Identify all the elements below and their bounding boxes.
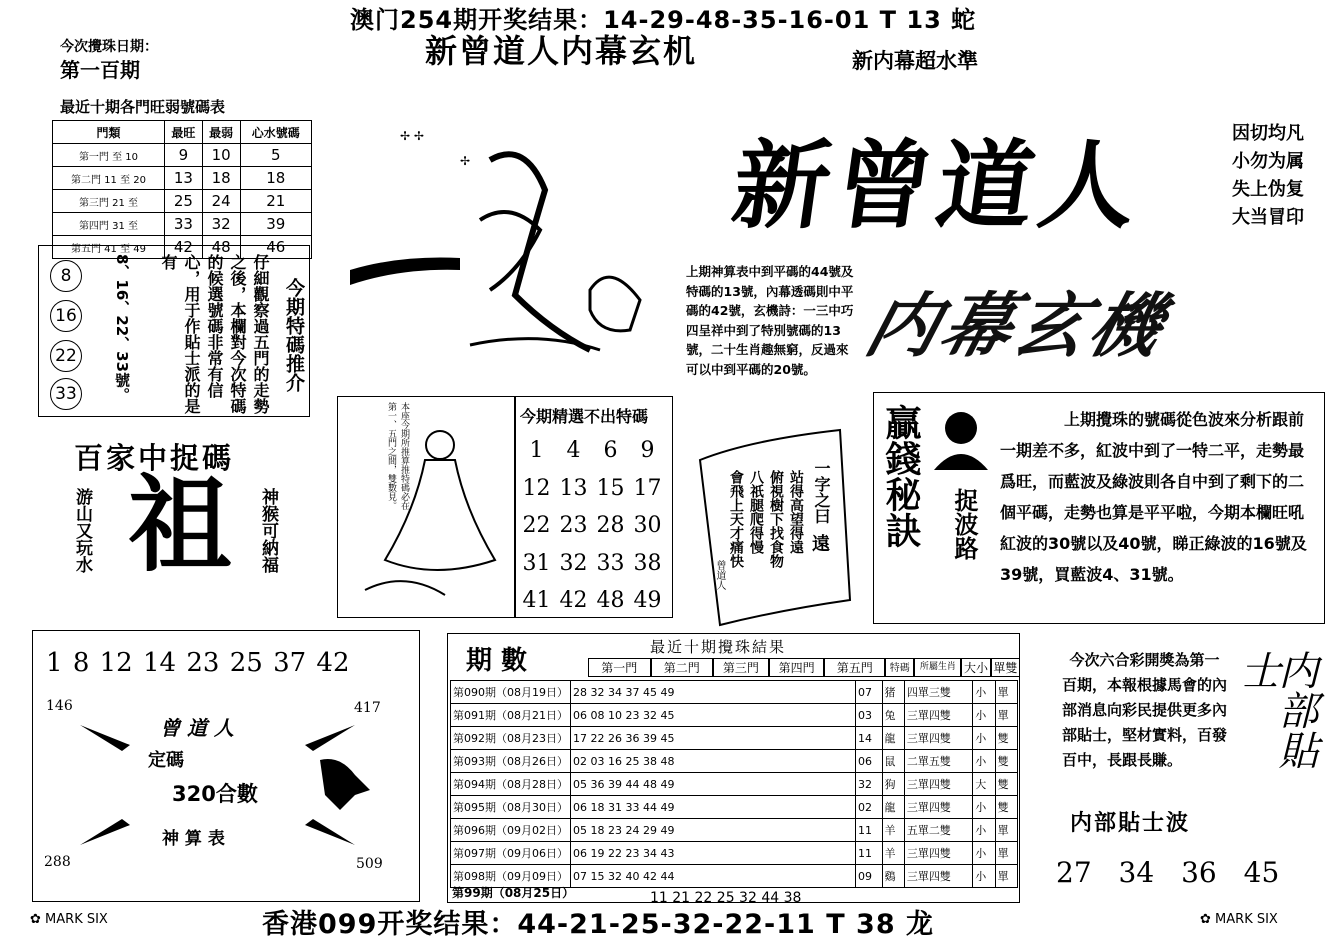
hot-value: 13 — [164, 167, 202, 190]
exclude-number: 4 — [566, 438, 581, 463]
draw-number: 第一百期 — [60, 58, 140, 82]
last-review-text: 上期神算表中到平碼的44號及特碼的13號，內幕透碼則中平碼的42號，玄機詩：一三中巧四呈祥中到了特別號碼的13號，二十生肖趣無窮，反過來可以中到平碼的20號。 — [686, 264, 854, 377]
scroll-line: 站得高望得遠 — [788, 470, 804, 554]
poem-line: 大当冒印 — [1232, 207, 1304, 228]
gate-name: 第一門 — [78, 151, 109, 163]
row-special: 11 — [856, 842, 883, 865]
table-row — [451, 796, 1018, 819]
scroll-sign: 曾道人 — [714, 560, 725, 590]
tip-number: 27 — [1056, 856, 1092, 889]
row-odd-even: 單 — [995, 865, 1017, 888]
col-head: 第二門 — [651, 658, 714, 677]
poem-char: 曾 — [828, 129, 946, 242]
zodiac-big-char: 祖 — [128, 463, 233, 586]
tip-number: 34 — [1118, 856, 1155, 889]
figure-illustration — [345, 420, 510, 610]
draw-date-label: 今次攪珠日期： — [60, 39, 158, 55]
zodiac-left: 游山又玩水 — [72, 488, 92, 573]
circle-number: 22 — [50, 340, 82, 372]
special-nums: 8、16、22、33號。 — [113, 254, 131, 403]
row-numbers: 02 03 16 25 38 48 — [571, 750, 856, 773]
row-zodiac: 鼠 — [882, 750, 904, 773]
corner-number: 288 — [44, 854, 71, 870]
corner-number: 417 — [354, 700, 381, 716]
brand-text: MARK SIX — [45, 912, 108, 927]
exclude-number: 32 — [559, 550, 588, 576]
exclude-number: 48 — [596, 588, 625, 613]
exclude-number: 41 — [522, 588, 551, 613]
label-top: 曾 道 人 — [160, 716, 234, 740]
row-zodiac: 龍 — [882, 727, 904, 750]
row-split: 三單四雙 — [904, 842, 972, 865]
gate-name: 第三門 — [78, 197, 109, 209]
table-row — [53, 213, 312, 236]
exclude-number: 1 — [529, 438, 544, 463]
secret-sub: 捉波路 — [950, 488, 979, 560]
scroll-line: 會飛上天才痛快 — [728, 470, 744, 568]
cold-value: 10 — [202, 144, 240, 167]
gate-name: 第五門 — [70, 243, 101, 255]
pick-number: 14 — [142, 648, 177, 678]
row-numbers: 05 36 39 44 48 49 — [571, 773, 856, 796]
table-row — [451, 727, 1018, 750]
row-zodiac: 兔 — [882, 704, 904, 727]
row-numbers: 06 19 22 23 34 43 — [571, 842, 856, 865]
last-row-numbers: 11 21 22 25 32 44 38 — [650, 890, 802, 906]
poem-big-title — [725, 110, 1152, 247]
col-head: 第四門 — [769, 658, 825, 677]
exclude-number: 28 — [596, 513, 625, 538]
zodiac-right: 神猴可納福 — [258, 488, 278, 573]
last-row-period: 第99期（08月25日） — [452, 886, 575, 900]
row-period: 第098期（09月09日） — [451, 865, 571, 888]
number-row — [46, 648, 350, 678]
row-big-small: 小 — [973, 727, 995, 750]
col-head: 所屬生肖 — [914, 658, 961, 677]
poem-line: 失上伪复 — [1232, 179, 1304, 200]
landscape-illustration — [340, 120, 675, 385]
row-odd-even: 雙 — [995, 773, 1017, 796]
col-head: 單雙 — [991, 658, 1020, 677]
exclude-number: 13 — [559, 475, 588, 501]
row-big-small: 大 — [973, 773, 995, 796]
tip-number: 45 — [1243, 856, 1280, 889]
special-text: 仔細觀察過五門的走勢之後，本欄對今次特碼的候選號碼非常有信心，用于作貼士派的是有 — [159, 254, 270, 414]
zodiac-title: 百家中捉碼 — [74, 441, 235, 475]
row-numbers: 17 22 26 36 39 45 — [571, 727, 856, 750]
poem-line: 小勿为属 — [1232, 151, 1304, 172]
poem-char: 人 — [1032, 129, 1150, 242]
table-row — [451, 704, 1018, 727]
svg-text:✢ ✢: ✢ ✢ — [400, 129, 424, 143]
period-label: 期 數 — [466, 646, 528, 676]
circle-number: 33 — [50, 378, 82, 410]
secret-text: 上期攪珠的號碼從色波來分析跟前一期差不多，紅波中到了一特二平，走勢最爲旺，而藍波及綠波則各自中到了剩下的二個平碼，走勢也算是平平啦，今期本欄旺吼紅波的30號以及40號，睇正綠波的16號及39號，買藍波4、31號。 — [1000, 410, 1307, 584]
exclude-number: 42 — [559, 588, 588, 613]
row-period: 第093期（08月26日） — [451, 750, 571, 773]
gate-range: 21 至 — [112, 197, 139, 209]
mark-six-icon: ✿ — [1200, 912, 1211, 927]
hot-value: 33 — [164, 213, 202, 236]
row-split: 三單四雙 — [904, 727, 972, 750]
row-odd-even: 雙 — [995, 796, 1017, 819]
row-special: 03 — [856, 704, 883, 727]
exclude-number: 12 — [522, 475, 551, 501]
row-special: 07 — [856, 681, 883, 704]
row-period: 第090期（08月19日） — [451, 681, 571, 704]
row-special: 02 — [856, 796, 883, 819]
row-odd-even: 單 — [995, 704, 1017, 727]
exclude-grid — [518, 432, 666, 620]
corner-number: 509 — [356, 856, 383, 872]
neimu-title: 内幕玄機 — [857, 285, 1176, 367]
svg-text:✢: ✢ — [460, 154, 471, 168]
exclude-title: 今期精選不出特碼 — [520, 407, 649, 426]
exclude-number: 49 — [633, 588, 662, 613]
results-heads — [588, 658, 1020, 677]
exclude-number: 31 — [522, 550, 551, 576]
row-period: 第097期（09月06日） — [451, 842, 571, 865]
row-period: 第094期（08月28日） — [451, 773, 571, 796]
row-split: 二單五雙 — [904, 750, 972, 773]
hot-value: 42 — [164, 236, 202, 259]
pick-number: 12 — [99, 648, 133, 678]
avatar — [930, 404, 992, 470]
main-title: 新曾道人内幕玄机 — [425, 32, 698, 70]
row-odd-even: 單 — [995, 819, 1017, 842]
pick-number: 23 — [186, 648, 220, 678]
cold-value: 18 — [202, 167, 240, 190]
top-result: 澳门254期开奖结果：14-29-48-35-16-01 T 13 蛇 — [350, 6, 977, 34]
row-zodiac: 鷄 — [882, 865, 904, 888]
row-period: 第091期（08月21日） — [451, 704, 571, 727]
row-split: 三單四雙 — [904, 704, 972, 727]
cold-value: 24 — [202, 190, 240, 213]
mark-six-icon: ✿ — [30, 912, 41, 927]
label-sum: 320合數 — [172, 782, 258, 806]
table-row — [451, 842, 1018, 865]
cold-value: 48 — [202, 236, 240, 259]
row-big-small: 小 — [973, 819, 995, 842]
footer-brand-right — [1200, 912, 1278, 927]
tips-side: 内部貼士 — [1234, 650, 1318, 770]
exclude-number: 23 — [559, 513, 588, 538]
table-row — [451, 819, 1018, 842]
label-bottom: 神 算 表 — [162, 829, 225, 849]
stats-header: 最旺 — [164, 121, 202, 144]
scroll-answer: 遠 — [812, 534, 830, 555]
stats-header: 最弱 — [202, 121, 240, 144]
col-head: 第五門 — [824, 658, 885, 677]
special-badge: 今期特碼推介 — [283, 278, 305, 392]
exclude-number: 9 — [640, 438, 655, 463]
row-split: 四單三雙 — [904, 681, 972, 704]
pick-value: 18 — [240, 167, 311, 190]
footer-brand-left — [30, 912, 108, 927]
pick-number: 1 — [46, 648, 63, 678]
row-numbers: 05 18 23 24 29 49 — [571, 819, 856, 842]
row-odd-even: 單 — [995, 681, 1017, 704]
exclude-number: 33 — [596, 550, 625, 576]
pick-number: 8 — [72, 648, 90, 678]
row-split: 三單四雙 — [904, 773, 972, 796]
scroll-line: 俯視樹下找食物 — [768, 470, 784, 568]
row-numbers: 28 32 34 37 45 49 — [571, 681, 856, 704]
label-mid: 定碼 — [148, 750, 184, 771]
results-table — [450, 680, 1018, 888]
row-special: 32 — [856, 773, 883, 796]
row-big-small: 小 — [973, 796, 995, 819]
table-row — [53, 144, 312, 167]
stats-table — [52, 120, 312, 259]
col-head: 特碼 — [885, 658, 914, 677]
hot-value: 9 — [164, 144, 202, 167]
secret-title: 贏錢秘訣 — [880, 404, 922, 548]
row-period: 第092期（08月23日） — [451, 727, 571, 750]
exclude-number: 6 — [603, 438, 618, 463]
circle-number: 16 — [50, 300, 82, 332]
poem-char: 道 — [930, 129, 1048, 242]
corner-number: 146 — [46, 698, 73, 714]
poem-side — [1232, 120, 1304, 232]
circle-number: 8 — [50, 260, 82, 292]
table-row — [53, 167, 312, 190]
table-row — [451, 750, 1018, 773]
row-zodiac: 羊 — [882, 819, 904, 842]
exclude-number: 17 — [633, 475, 662, 501]
table-row — [53, 190, 312, 213]
scroll-line: 八祇腿爬得慢 — [748, 470, 764, 554]
row-numbers: 06 18 31 33 44 49 — [571, 796, 856, 819]
row-special: 14 — [856, 727, 883, 750]
row-zodiac: 羊 — [882, 842, 904, 865]
footer-result: 香港099开奖结果：44-21-25-32-22-11 T 38 龙 — [262, 909, 935, 940]
pick-number: 25 — [229, 648, 263, 678]
stats-header: 心水號碼 — [240, 121, 311, 144]
pick-number: 42 — [316, 648, 350, 678]
row-big-small: 小 — [973, 681, 995, 704]
row-numbers: 06 08 10 23 32 45 — [571, 704, 856, 727]
tips-text: 今次六合彩開獎為第一百期，本報根據馬會的內部消息向彩民提供更多內部貼士，堅材實料，百發百中，長跟長賺。 — [1062, 651, 1228, 769]
row-odd-even: 單 — [995, 842, 1017, 865]
poem-char: 新 — [726, 129, 844, 242]
row-zodiac: 狗 — [882, 773, 904, 796]
exclude-number: 30 — [633, 513, 662, 538]
row-period: 第095期（08月30日） — [451, 796, 571, 819]
row-odd-even: 雙 — [995, 727, 1017, 750]
table-row — [451, 681, 1018, 704]
pick-value: 5 — [240, 144, 311, 167]
row-split: 三單四雙 — [904, 796, 972, 819]
row-big-small: 小 — [973, 750, 995, 773]
row-zodiac: 猪 — [882, 681, 904, 704]
gate-range: 至 10 — [112, 151, 139, 163]
gate-range: 41 至 49 — [104, 243, 146, 255]
pick-number: 37 — [273, 648, 307, 678]
gate-range: 11 至 20 — [104, 174, 146, 186]
tip-number: 36 — [1181, 856, 1217, 889]
tips-numbers — [1056, 856, 1279, 889]
cold-value: 32 — [202, 213, 240, 236]
row-big-small: 小 — [973, 865, 995, 888]
pick-value: 46 — [240, 236, 311, 259]
col-head: 第三門 — [713, 658, 769, 677]
brand-text: MARK SIX — [1215, 912, 1278, 927]
row-big-small: 小 — [973, 704, 995, 727]
pick-value: 39 — [240, 213, 311, 236]
gate-name: 第四門 — [78, 220, 109, 232]
sub-title: 新内幕超水準 — [852, 49, 978, 73]
row-special: 06 — [856, 750, 883, 773]
exclude-number: 22 — [522, 513, 551, 538]
row-split: 五單二雙 — [904, 819, 972, 842]
row-numbers: 07 15 32 40 42 44 — [571, 865, 856, 888]
scroll-title: 一字之曰 — [812, 460, 831, 524]
tips-title: 内部貼士波 — [1070, 811, 1191, 836]
row-period: 第096期（09月02日） — [451, 819, 571, 842]
figure-text: 本座今期所推算推特碼必在第一、五門之間，雙數見。 — [386, 402, 409, 510]
row-special: 11 — [856, 819, 883, 842]
arrows-illustration — [70, 715, 390, 855]
exclude-number: 38 — [633, 550, 662, 576]
col-head: 第一門 — [588, 658, 651, 677]
hot-value: 25 — [164, 190, 202, 213]
table-row — [451, 773, 1018, 796]
stats-header: 門類 — [53, 121, 165, 144]
poem-line: 因切均凡 — [1232, 123, 1304, 144]
row-big-small: 小 — [973, 842, 995, 865]
stats-title: 最近十期各門旺弱號碼表 — [60, 98, 226, 116]
results-title: 最近十期攪珠結果 — [650, 638, 787, 656]
col-head: 大小 — [961, 658, 990, 677]
row-split: 三單四雙 — [904, 865, 972, 888]
row-odd-even: 雙 — [995, 750, 1017, 773]
gate-range: 31 至 — [112, 220, 139, 232]
row-zodiac: 龍 — [882, 796, 904, 819]
pick-value: 21 — [240, 190, 311, 213]
exclude-number: 15 — [596, 475, 625, 501]
row-special: 09 — [856, 865, 883, 888]
gate-name: 第二門 — [70, 174, 101, 186]
